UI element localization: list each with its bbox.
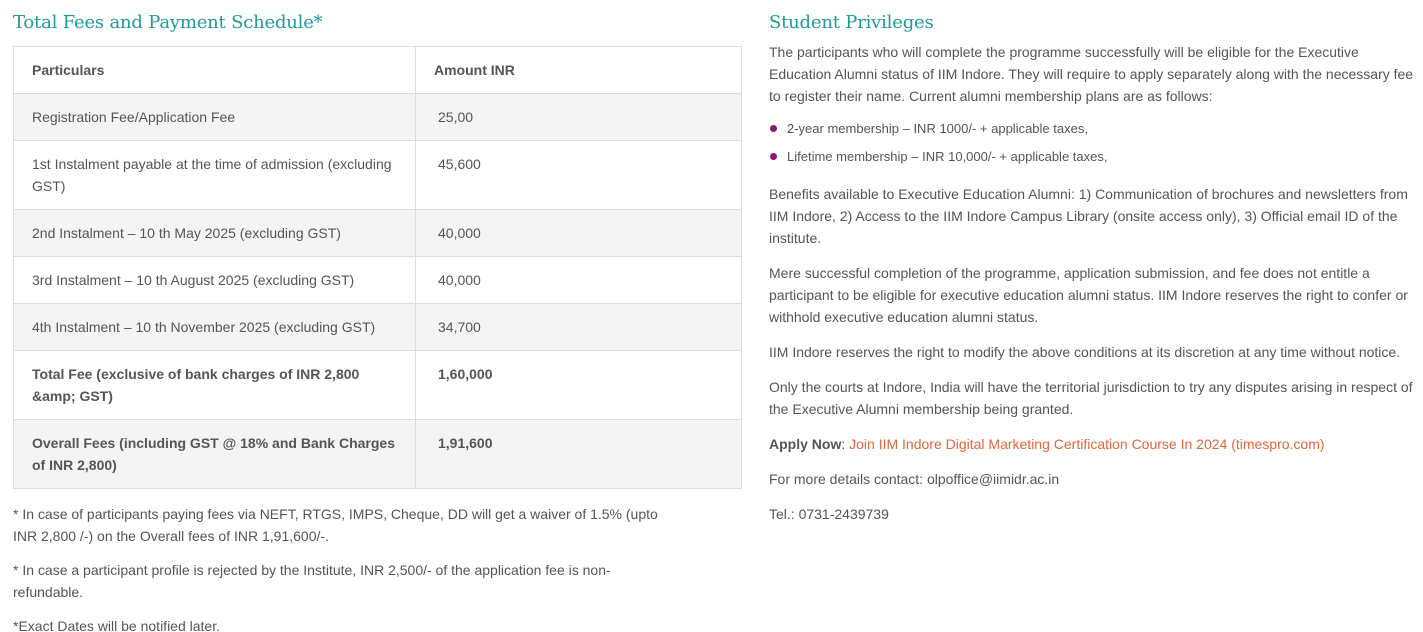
fees-heading: Total Fees and Payment Schedule* [13, 12, 323, 33]
benefits-text: Benefits available to Executive Education Alumni: 1) Communication of brochures and newsletters from IIM Indore, 2) Access to the IIM Indore Campus Library (onsite access only), 3) Official email ID of the institute. [769, 186, 1408, 246]
header-amount: Amount INR [416, 47, 742, 94]
amount-cell: 1,91,600 [416, 420, 742, 489]
table-header-row [14, 47, 742, 94]
apply-separator: : [841, 436, 850, 452]
bullet-icon [770, 153, 777, 160]
list-item [769, 120, 1414, 138]
amount-cell: 25,00 [416, 94, 742, 141]
contact-text: For more details contact: olpoffice@iimidr.ac.in [769, 471, 1060, 487]
jurisdiction-text: Only the courts at Indore, India will have the territorial jurisdiction to try any disputes arising in respect of the Executive Alumni membership being granted. [769, 379, 1413, 417]
particular-cell: 4th Instalment – 10 th November 2025 (excluding GST) [14, 304, 416, 351]
modify-text: IIM Indore reserves the right to modify the above conditions at its discretion at any time without notice. [769, 344, 1401, 360]
table-row [14, 210, 742, 257]
table-row [14, 94, 742, 141]
list-item [769, 148, 1414, 166]
header-particulars: Particulars [14, 47, 416, 94]
plan-text: 2-year membership – INR 1000/- + applicable taxes, [787, 121, 1088, 136]
amount-cell: 1,60,000 [416, 351, 742, 420]
table-row [14, 141, 742, 210]
amount-cell: 45,600 [416, 141, 742, 210]
amount-cell: 40,000 [416, 210, 742, 257]
fee-notes [13, 503, 673, 632]
note-dates: *Exact Dates will be notified later. [13, 618, 220, 632]
particular-cell: Overall Fees (including GST @ 18% and Bank Charges of INR 2,800) [14, 420, 416, 489]
plan-text: Lifetime membership – INR 10,000/- + applicable taxes, [787, 149, 1108, 164]
fees-section [13, 12, 743, 632]
particular-cell: 2nd Instalment – 10 th May 2025 (excluding GST) [14, 210, 416, 257]
privileges-heading: Student Privileges [769, 12, 934, 33]
tel-text: Tel.: 0731-2439739 [769, 506, 889, 522]
amount-cell: 34,700 [416, 304, 742, 351]
apply-now-label: Apply Now [769, 436, 842, 452]
apply-now-link[interactable]: Join IIM Indore Digital Marketing Certification Course In 2024 (timespro.com) [849, 436, 1325, 452]
particular-cell: 1st Instalment payable at the time of admission (excluding GST) [14, 141, 416, 210]
fees-table [13, 46, 742, 489]
table-row [14, 257, 742, 304]
eligibility-text: Mere successful completion of the programme, application submission, and fee does not entitle a participant to be eligible for executive education alumni status. IIM Indore reserves the right to confer or withhold executive education alumni status. [769, 265, 1408, 325]
particular-cell: Total Fee (exclusive of bank charges of INR 2,800 &amp; GST) [14, 351, 416, 420]
apply-now [769, 433, 1414, 455]
table-row-overall [14, 420, 742, 489]
amount-cell: 40,000 [416, 257, 742, 304]
note-waiver: * In case of participants paying fees via NEFT, RTGS, IMPS, Cheque, DD will get a waiver of 1.5% (upto INR 2,800 /-) on the Overall fees of INR 1,91,600/-. [13, 506, 658, 544]
table-row-total [14, 351, 742, 420]
membership-plans-list [769, 120, 1414, 166]
bullet-icon [770, 125, 777, 132]
particular-cell: Registration Fee/Application Fee [14, 94, 416, 141]
privileges-section [769, 12, 1414, 538]
note-refund: * In case a participant profile is rejected by the Institute, INR 2,500/- of the application fee is non-refundable. [13, 562, 611, 600]
particular-cell: 3rd Instalment – 10 th August 2025 (excluding GST) [14, 257, 416, 304]
table-row [14, 304, 742, 351]
privileges-intro: The participants who will complete the programme successfully will be eligible for the Executive Education Alumni status of IIM Indore. They will require to apply separately along with the necessary fee to register their name. Current alumni membership plans are as follows: [769, 44, 1414, 104]
